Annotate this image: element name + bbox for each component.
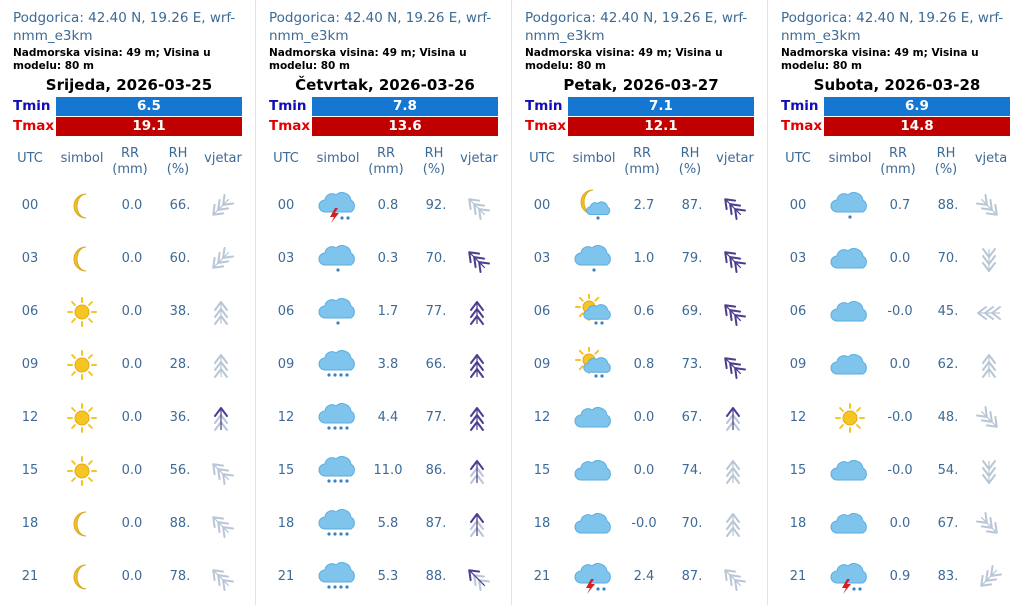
header-rh: RH (%) <box>678 146 702 177</box>
humidity-value: 36. <box>169 410 191 425</box>
location-title: Podgorica: 42.40 N, 19.26 E, wrf-nmm_e3km <box>525 10 748 44</box>
forecast-row <box>512 504 768 544</box>
rain-cloud-icon <box>830 188 870 224</box>
thunder-cloud-icon <box>574 559 614 595</box>
utc-time: 06 <box>533 304 551 319</box>
rain-cloud-icon <box>574 241 614 277</box>
forecast-row <box>256 451 512 491</box>
cloud-icon <box>830 294 870 330</box>
precipitation-value: 0.6 <box>633 304 655 319</box>
utc-time: 06 <box>277 304 295 319</box>
precipitation-value: 0.0 <box>889 251 911 266</box>
precipitation-value: 0.0 <box>121 251 143 266</box>
header-rh: RH (%) <box>422 146 446 177</box>
day-date: Petak, 2026-03-27 <box>563 76 719 94</box>
forecast-row <box>0 186 256 226</box>
heavy-rain-cloud-icon <box>318 400 358 436</box>
precipitation-value: 1.0 <box>633 251 655 266</box>
precipitation-value: -0.0 <box>887 410 913 425</box>
forecast-row <box>512 451 768 491</box>
sun-icon <box>830 400 870 436</box>
utc-time: 15 <box>533 463 551 478</box>
precipitation-value: 0.0 <box>121 198 143 213</box>
header-rh: RH (%) <box>166 146 190 177</box>
utc-time: 15 <box>277 463 295 478</box>
header-utc: UTC <box>273 151 299 166</box>
forecast-row <box>768 292 1024 332</box>
humidity-value: 62. <box>937 357 959 372</box>
header-utc: UTC <box>785 151 811 166</box>
header-utc: UTC <box>529 151 555 166</box>
header-rr: RR (mm) <box>624 146 660 177</box>
utc-time: 21 <box>21 569 39 584</box>
humidity-value: 88. <box>425 569 447 584</box>
header-rh: RH (%) <box>934 146 958 177</box>
utc-time: 21 <box>789 569 807 584</box>
rain-cloud-icon <box>318 294 358 330</box>
humidity-value: 92. <box>425 198 447 213</box>
utc-time: 09 <box>533 357 551 372</box>
cloud-icon <box>830 241 870 277</box>
utc-time: 15 <box>789 463 807 478</box>
cloud-icon <box>574 400 614 436</box>
precipitation-value: 11.0 <box>373 463 403 478</box>
forecast-row <box>0 557 256 597</box>
tmax-label: Tmax <box>13 118 55 134</box>
header-wind: vjeta <box>974 151 1008 166</box>
humidity-value: 77. <box>425 304 447 319</box>
elevation-info: Nadmorska visina: 49 m; Visina u modelu: 80 m <box>269 47 467 72</box>
cloud-icon <box>830 453 870 489</box>
utc-time: 21 <box>533 569 551 584</box>
tmin-label: Tmin <box>13 98 51 114</box>
utc-time: 06 <box>789 304 807 319</box>
wind-arrow-icon <box>460 296 494 328</box>
forecast-row <box>512 557 768 597</box>
wind-arrow-icon <box>716 508 750 540</box>
humidity-value: 87. <box>681 569 703 584</box>
sun-icon <box>62 400 102 436</box>
cloud-icon <box>574 506 614 542</box>
header-symbol: simbol <box>316 151 360 166</box>
humidity-value: 79. <box>681 251 703 266</box>
humidity-value: 86. <box>425 463 447 478</box>
utc-time: 18 <box>533 516 551 531</box>
wind-arrow-icon <box>204 190 238 222</box>
humidity-value: 67. <box>937 516 959 531</box>
moon-cloud-rain-icon <box>574 188 614 224</box>
moon-icon <box>62 188 102 224</box>
location-title: Podgorica: 42.40 N, 19.26 E, wrf-nmm_e3km <box>13 10 236 44</box>
precipitation-value: 0.0 <box>633 463 655 478</box>
humidity-value: 70. <box>425 251 447 266</box>
tmin-value: 6.9 <box>824 97 1010 116</box>
utc-time: 09 <box>277 357 295 372</box>
forecast-row <box>256 557 512 597</box>
humidity-value: 88. <box>169 516 191 531</box>
wind-arrow-icon <box>204 508 238 540</box>
precipitation-value: 2.4 <box>633 569 655 584</box>
wind-arrow-icon <box>716 349 750 381</box>
elevation-info: Nadmorska visina: 49 m; Visina u modelu: 80 m <box>13 47 211 72</box>
humidity-value: 60. <box>169 251 191 266</box>
wind-arrow-icon <box>972 508 1006 540</box>
forecast-row <box>768 345 1024 385</box>
precipitation-value: 0.0 <box>633 410 655 425</box>
humidity-value: 48. <box>937 410 959 425</box>
humidity-value: 66. <box>169 198 191 213</box>
humidity-value: 66. <box>425 357 447 372</box>
wind-arrow-icon <box>716 402 750 434</box>
forecast-row <box>0 504 256 544</box>
precipitation-value: 2.7 <box>633 198 655 213</box>
forecast-row <box>768 186 1024 226</box>
cloud-icon <box>830 347 870 383</box>
forecast-row <box>768 239 1024 279</box>
precipitation-value: 0.3 <box>377 251 399 266</box>
location-title: Podgorica: 42.40 N, 19.26 E, wrf-nmm_e3km <box>781 10 1004 44</box>
precipitation-value: 0.7 <box>889 198 911 213</box>
wind-arrow-icon <box>972 243 1006 275</box>
day-date: Subota, 2026-03-28 <box>813 76 981 94</box>
wind-arrow-icon <box>716 243 750 275</box>
humidity-value: 54. <box>937 463 959 478</box>
forecast-row <box>512 345 768 385</box>
header-rr: RR (mm) <box>880 146 916 177</box>
forecast-row <box>256 292 512 332</box>
humidity-value: 56. <box>169 463 191 478</box>
precipitation-value: 3.8 <box>377 357 399 372</box>
humidity-value: 77. <box>425 410 447 425</box>
forecast-row <box>256 345 512 385</box>
precipitation-value: -0.0 <box>631 516 657 531</box>
precipitation-value: 0.0 <box>121 357 143 372</box>
wind-arrow-icon <box>972 190 1006 222</box>
thunder-cloud-icon <box>318 188 358 224</box>
precipitation-value: 0.0 <box>121 463 143 478</box>
forecast-row <box>256 186 512 226</box>
forecast-row <box>512 186 768 226</box>
humidity-value: 83. <box>937 569 959 584</box>
tmin-label: Tmin <box>781 98 819 114</box>
wind-arrow-icon <box>716 190 750 222</box>
tmax-label: Tmax <box>781 118 823 134</box>
wind-arrow-icon <box>972 561 1006 593</box>
tmin-label: Tmin <box>269 98 307 114</box>
precipitation-value: 5.8 <box>377 516 399 531</box>
utc-time: 18 <box>789 516 807 531</box>
forecast-row <box>768 504 1024 544</box>
header-symbol: simbol <box>60 151 104 166</box>
wind-arrow-icon <box>460 561 494 593</box>
thunder-cloud-icon <box>830 559 870 595</box>
tmin-value: 6.5 <box>56 97 242 116</box>
tmin-value: 7.8 <box>312 97 498 116</box>
tmax-value: 12.1 <box>568 117 754 136</box>
wind-arrow-icon <box>972 455 1006 487</box>
humidity-value: 88. <box>937 198 959 213</box>
elevation-info: Nadmorska visina: 49 m; Visina u modelu: 80 m <box>525 47 723 72</box>
wind-arrow-icon <box>460 243 494 275</box>
wind-arrow-icon <box>716 296 750 328</box>
precipitation-value: 0.0 <box>121 569 143 584</box>
sun-icon <box>62 294 102 330</box>
wind-arrow-icon <box>716 561 750 593</box>
wind-arrow-icon <box>716 455 750 487</box>
utc-time: 12 <box>277 410 295 425</box>
precipitation-value: -0.0 <box>887 463 913 478</box>
forecast-row <box>0 398 256 438</box>
forecast-row <box>768 557 1024 597</box>
utc-time: 12 <box>789 410 807 425</box>
utc-time: 00 <box>789 198 807 213</box>
moon-icon <box>62 241 102 277</box>
tmin-label: Tmin <box>525 98 563 114</box>
utc-time: 21 <box>277 569 295 584</box>
rain-cloud-icon <box>318 241 358 277</box>
forecast-row <box>0 239 256 279</box>
day-date: Srijeda, 2026-03-25 <box>45 76 213 94</box>
header-symbol: simbol <box>828 151 872 166</box>
forecast-row <box>768 451 1024 491</box>
moon-icon <box>62 559 102 595</box>
forecast-row <box>256 239 512 279</box>
heavy-rain-cloud-icon <box>318 347 358 383</box>
moon-icon <box>62 506 102 542</box>
precipitation-value: 0.9 <box>889 569 911 584</box>
header-wind: vjetar <box>716 151 754 166</box>
header-wind: vjetar <box>460 151 498 166</box>
humidity-value: 67. <box>681 410 703 425</box>
humidity-value: 45. <box>937 304 959 319</box>
header-rr: RR (mm) <box>368 146 404 177</box>
utc-time: 00 <box>277 198 295 213</box>
location-title: Podgorica: 42.40 N, 19.26 E, wrf-nmm_e3km <box>269 10 492 44</box>
precipitation-value: 0.8 <box>633 357 655 372</box>
wind-arrow-icon <box>460 349 494 381</box>
precipitation-value: 0.0 <box>121 304 143 319</box>
wind-arrow-icon <box>460 402 494 434</box>
wind-arrow-icon <box>204 243 238 275</box>
header-wind: vjetar <box>204 151 242 166</box>
sun-icon <box>62 453 102 489</box>
utc-time: 12 <box>21 410 39 425</box>
utc-time: 03 <box>277 251 295 266</box>
wind-arrow-icon <box>204 561 238 593</box>
humidity-value: 87. <box>681 198 703 213</box>
sun-cloud-rain-icon <box>574 347 614 383</box>
sun-cloud-rain-icon <box>574 294 614 330</box>
header-utc: UTC <box>17 151 43 166</box>
utc-time: 18 <box>21 516 39 531</box>
utc-time: 18 <box>277 516 295 531</box>
precipitation-value: 5.3 <box>377 569 399 584</box>
day-panel <box>256 0 512 605</box>
wind-arrow-icon <box>972 296 1006 328</box>
wind-arrow-icon <box>204 455 238 487</box>
wind-arrow-icon <box>972 349 1006 381</box>
cloud-icon <box>830 506 870 542</box>
utc-time: 03 <box>789 251 807 266</box>
tmax-label: Tmax <box>269 118 311 134</box>
utc-time: 09 <box>21 357 39 372</box>
precipitation-value: 1.7 <box>377 304 399 319</box>
wind-arrow-icon <box>204 402 238 434</box>
wind-arrow-icon <box>460 455 494 487</box>
precipitation-value: 0.0 <box>889 516 911 531</box>
elevation-info: Nadmorska visina: 49 m; Visina u modelu: 80 m <box>781 47 979 72</box>
precipitation-value: 0.0 <box>121 516 143 531</box>
precipitation-value: 0.0 <box>121 410 143 425</box>
forecast-row <box>512 292 768 332</box>
forecast-row <box>512 398 768 438</box>
tmax-value: 19.1 <box>56 117 242 136</box>
utc-time: 06 <box>21 304 39 319</box>
cloud-icon <box>574 453 614 489</box>
humidity-value: 70. <box>937 251 959 266</box>
utc-time: 03 <box>21 251 39 266</box>
day-panel <box>768 0 1024 605</box>
wind-arrow-icon <box>204 349 238 381</box>
forecast-row <box>768 398 1024 438</box>
wind-arrow-icon <box>204 296 238 328</box>
sun-icon <box>62 347 102 383</box>
wind-arrow-icon <box>460 508 494 540</box>
header-symbol: simbol <box>572 151 616 166</box>
heavy-rain-cloud-icon <box>318 559 358 595</box>
day-date: Četvrtak, 2026-03-26 <box>295 76 475 94</box>
forecast-row <box>0 292 256 332</box>
day-panel <box>0 0 256 605</box>
humidity-value: 69. <box>681 304 703 319</box>
utc-time: 00 <box>21 198 39 213</box>
utc-time: 00 <box>533 198 551 213</box>
precipitation-value: 0.8 <box>377 198 399 213</box>
forecast-row <box>0 345 256 385</box>
forecast-row <box>256 398 512 438</box>
utc-time: 09 <box>789 357 807 372</box>
tmin-value: 7.1 <box>568 97 754 116</box>
wind-arrow-icon <box>972 402 1006 434</box>
day-panel <box>512 0 768 605</box>
forecast-row <box>512 239 768 279</box>
tmax-value: 14.8 <box>824 117 1010 136</box>
heavy-rain-cloud-icon <box>318 506 358 542</box>
forecast-row <box>256 504 512 544</box>
humidity-value: 38. <box>169 304 191 319</box>
heavy-rain-cloud-icon <box>318 453 358 489</box>
humidity-value: 87. <box>425 516 447 531</box>
humidity-value: 70. <box>681 516 703 531</box>
precipitation-value: 4.4 <box>377 410 399 425</box>
header-rr: RR (mm) <box>112 146 148 177</box>
utc-time: 12 <box>533 410 551 425</box>
tmax-value: 13.6 <box>312 117 498 136</box>
precipitation-value: -0.0 <box>887 304 913 319</box>
utc-time: 03 <box>533 251 551 266</box>
utc-time: 15 <box>21 463 39 478</box>
humidity-value: 28. <box>169 357 191 372</box>
tmax-label: Tmax <box>525 118 567 134</box>
humidity-value: 78. <box>169 569 191 584</box>
precipitation-value: 0.0 <box>889 357 911 372</box>
humidity-value: 73. <box>681 357 703 372</box>
forecast-row <box>0 451 256 491</box>
wind-arrow-icon <box>460 190 494 222</box>
humidity-value: 74. <box>681 463 703 478</box>
